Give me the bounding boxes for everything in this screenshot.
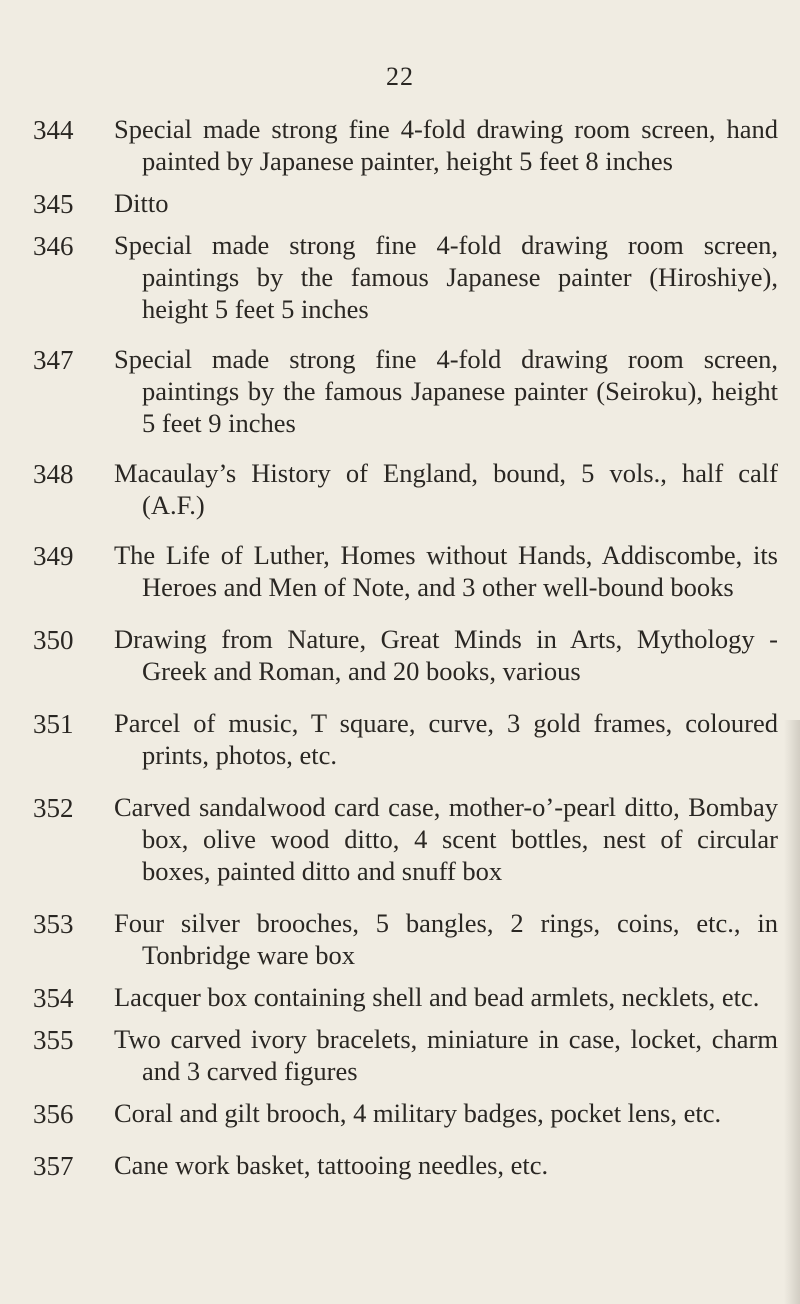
lot-number: 346: [33, 231, 74, 261]
lot-description: Special made strong fine 4-fold drawing room screen, paintings by the famous Japanese painter (Hiroshiye), height 5 feet 5 inches: [114, 230, 778, 324]
lot-entry: [0, 343, 800, 439]
lot-number: 354: [33, 983, 74, 1013]
lot-entry: [0, 791, 800, 887]
lot-entry: [0, 229, 800, 325]
lot-description: Coral and gilt brooch, 4 military badges, pocket lens, etc.: [114, 1098, 722, 1128]
lot-entry: [0, 457, 800, 521]
lot-number: 353: [33, 909, 74, 939]
lot-description: The Life of Luther, Homes without Hands, Addiscombe, its Heroes and Men of Note, and 3 other well-bound books: [114, 540, 778, 602]
lot-list: [0, 113, 800, 1181]
page-edge-shadow: [784, 720, 800, 1304]
lot-number: 344: [33, 115, 74, 145]
lot-description: Two carved ivory bracelets, miniature in case, locket, charm and 3 carved figures: [114, 1024, 778, 1086]
lot-entry: [0, 907, 800, 971]
lot-entry: [0, 187, 800, 219]
lot-entry: [0, 113, 800, 177]
lot-entry: [0, 539, 800, 603]
lot-description: Drawing from Nature, Great Minds in Arts, Mythology - Greek and Roman, and 20 books, various: [114, 624, 778, 686]
lot-description: Lacquer box containing shell and bead armlets, necklets, etc.: [114, 982, 760, 1012]
lot-entry: [0, 623, 800, 687]
lot-description: Special made strong fine 4-fold drawing room screen, paintings by the famous Japanese painter (Seiroku), height 5 feet 9 inches: [114, 344, 778, 438]
lot-number: 345: [33, 189, 74, 219]
lot-entry: [0, 1149, 800, 1181]
lot-entry: [0, 707, 800, 771]
lot-number: 355: [33, 1025, 74, 1055]
lot-number: 357: [33, 1151, 74, 1181]
lot-entry: [0, 1023, 800, 1087]
lot-description: Four silver brooches, 5 bangles, 2 rings, coins, etc., in Tonbridge ware box: [114, 908, 778, 970]
lot-number: 349: [33, 541, 74, 571]
lot-description: Parcel of music, T square, curve, 3 gold frames, coloured prints, photos, etc.: [114, 708, 778, 770]
lot-entry: [0, 1097, 800, 1129]
page-number: 22: [386, 62, 414, 91]
lot-description: Ditto: [114, 188, 169, 218]
lot-number: 356: [33, 1099, 74, 1129]
lot-description: Carved sandalwood card case, mother-o’-pearl ditto, Bombay box, olive wood ditto, 4 scent bottles, nest of circular boxes, painted ditto and snuff box: [114, 792, 778, 886]
lot-description: Special made strong fine 4-fold drawing room screen, hand painted by Japanese painter, height 5 feet 8 inches: [114, 114, 778, 176]
lot-description: Macaulay’s History of England, bound, 5 vols., half calf (A.F.): [114, 458, 778, 520]
lot-description: Cane work basket, tattooing needles, etc.: [114, 1150, 549, 1180]
lot-number: 350: [33, 625, 74, 655]
lot-number: 352: [33, 793, 74, 823]
lot-entry: [0, 981, 800, 1013]
lot-number: 348: [33, 459, 74, 489]
lot-number: 347: [33, 345, 74, 375]
lot-number: 351: [33, 709, 74, 739]
